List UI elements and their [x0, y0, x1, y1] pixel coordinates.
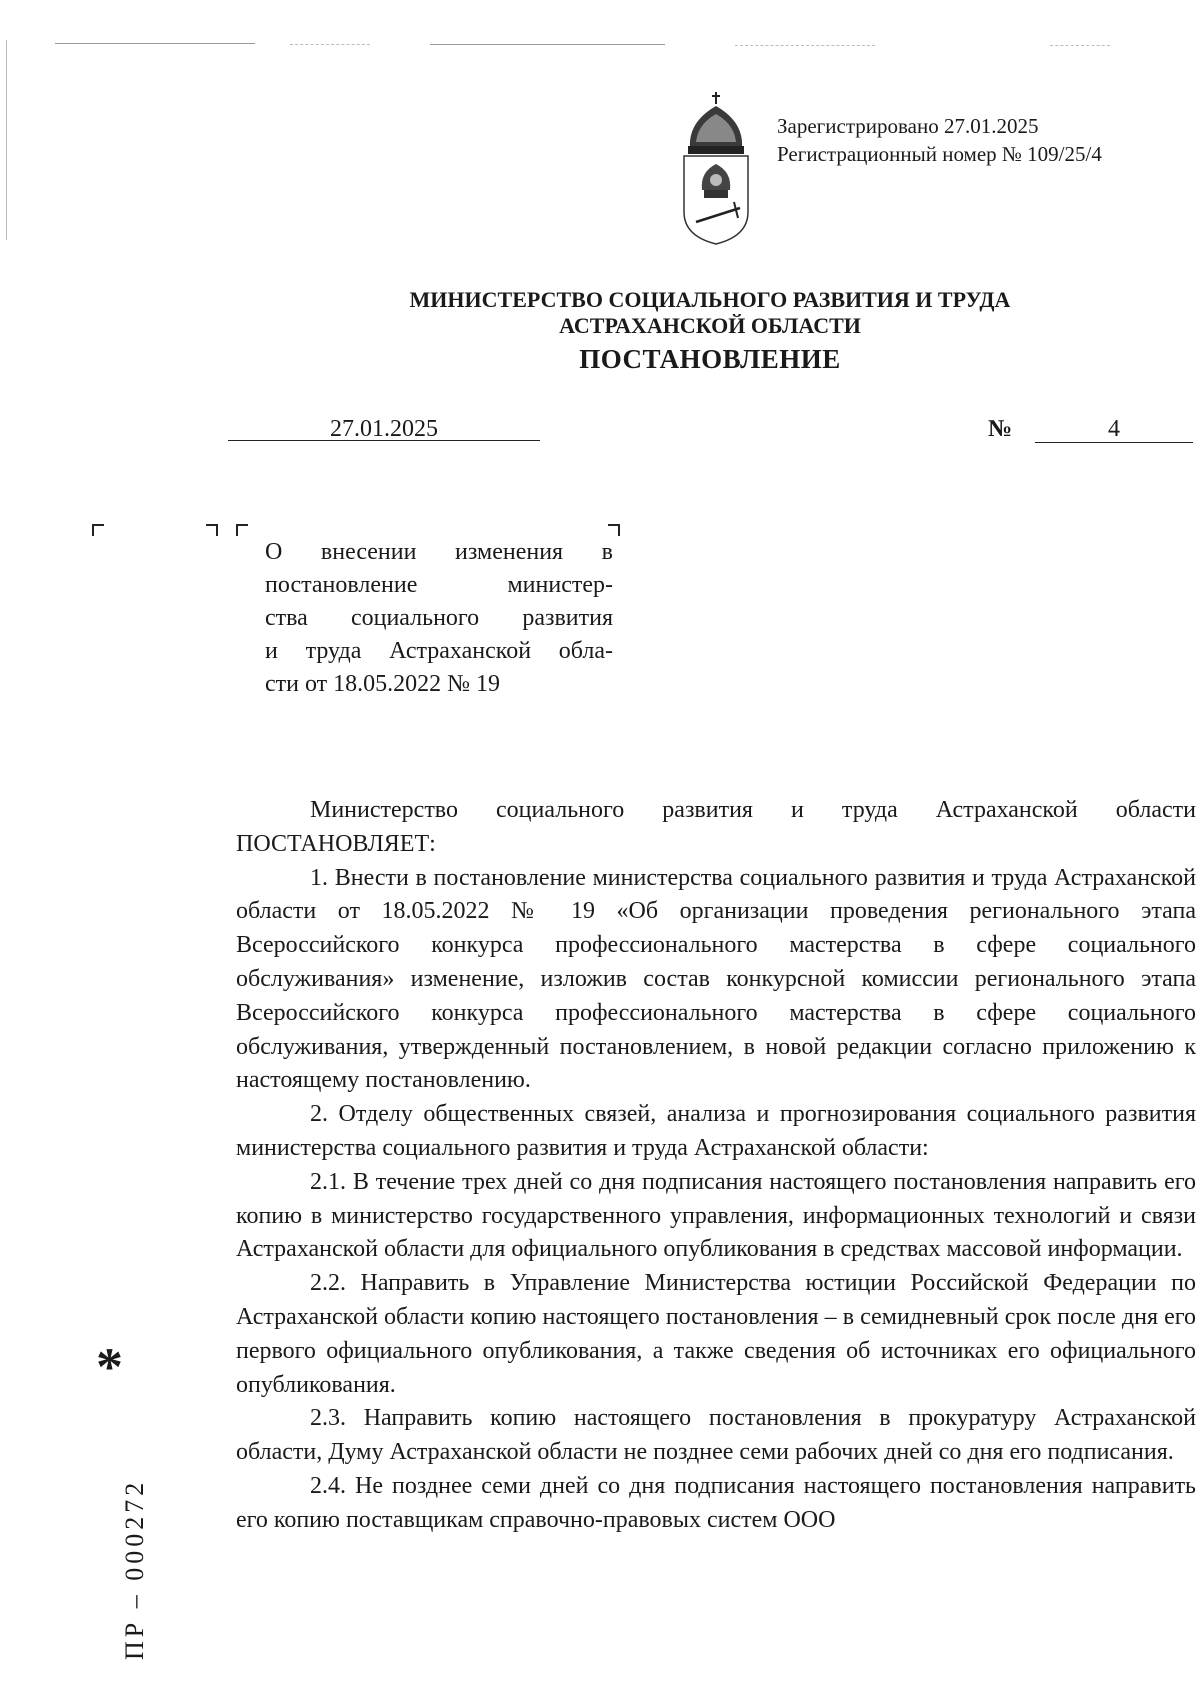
scan-artifact-top-left	[55, 43, 255, 44]
scan-artifact-left-edge	[6, 40, 7, 240]
corner-bracket-right	[608, 524, 620, 536]
registration-stamp	[777, 112, 1102, 168]
document-date: 27.01.2025	[330, 416, 438, 442]
body-paragraph: 2.2. Направить в Управление Министерства юстиции Российской Федерации по Астраханской области копию настоящего постановления – в семидневный срок после дня его первого официального опубликования, а также сведения об источниках его официального опубликования.	[236, 1270, 1196, 1398]
corner-bracket-mid-left	[206, 524, 218, 536]
coat-of-arms-emblem	[676, 90, 762, 250]
document-number: 4	[1108, 416, 1120, 442]
subject-line: и труда Астраханской обла-	[265, 638, 613, 664]
subject-line: постановление министер-	[265, 572, 613, 598]
subject-line: сти от 18.05.2022 № 19	[265, 671, 501, 697]
body-paragraph: 2. Отделу общественных связей, анализа и прогнозирования социального развития министерства социального развития и труда Астраханской области:	[236, 1101, 1196, 1161]
body-intro: Министерство социального развития и труда Астраханской области ПОСТАНОВЛЯЕТ:	[236, 797, 1196, 857]
scan-artifact-top-right	[735, 45, 875, 46]
margin-star-mark: *	[96, 1337, 123, 1397]
registration-number-line: Регистрационный номер № 109/25/4	[777, 142, 1102, 166]
corner-bracket-left	[92, 524, 104, 536]
body-paragraph: 1. Внести в постановление министерства социального развития и труда Астраханской области от 18.05.2022 № 19 «Об организации проведения регионального этапа Всероссийского конкурса профессионального мастерства в сфере социального обслуживания» изменение, изложив состав конкурсной комиссии регионального этапа Всероссийского конкурса профессионального мастерства в сфере социального обслуживания, утвержденный постановлением, в новой редакции согласно приложению к настоящему постановлению.	[236, 864, 1196, 1094]
number-sign: №	[988, 416, 1013, 442]
ministry-name-line2: АСТРАХАНСКОЙ ОБЛАСТИ	[559, 313, 861, 338]
body-paragraph: 2.3. Направить копию настоящего постановления в прокуратуру Астраханской области, Думу Астраханской области не позднее семи рабочих дней со дня его подписания.	[236, 1405, 1196, 1466]
corner-bracket-mid-right	[236, 524, 248, 536]
registration-date-line: Зарегистрировано 27.01.2025	[777, 114, 1039, 138]
ministry-name-line1: МИНИСТЕРСТВО СОЦИАЛЬНОГО РАЗВИТИЯ И ТРУДА	[409, 287, 1011, 312]
subject-line: О внесении изменения в	[265, 539, 613, 565]
scan-artifact-top-center	[430, 44, 665, 45]
margin-registry-code: ПР – 000272	[120, 1478, 149, 1660]
document-type-title: ПОСТАНОВЛЕНИЕ	[579, 344, 841, 374]
scan-artifact-top-mid	[290, 44, 370, 45]
subject-line: ства социального развития	[265, 605, 613, 631]
document-body	[236, 794, 1196, 1538]
scan-artifact-top-far-right	[1050, 45, 1110, 46]
document-subject	[265, 536, 613, 701]
body-paragraph: 2.1. В течение трех дней со дня подписания настоящего постановления направить его копию в министерство государственного управления, информационных технологий и связи Астраханской области для официального опубликования в средствах массовой информации.	[236, 1168, 1196, 1263]
body-paragraph: 2.4. Не позднее семи дней со дня подписания настоящего постановления направить его копию поставщикам справочно-правовых систем ООО	[236, 1472, 1196, 1533]
